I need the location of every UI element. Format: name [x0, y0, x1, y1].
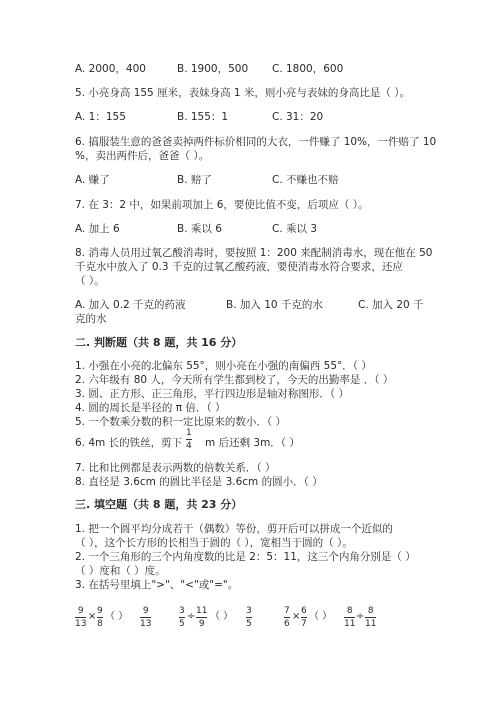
compare-c-fraction-1 [284, 606, 290, 629]
compare-b-fraction-3 [246, 606, 252, 629]
q8-line1: 8. 消毒人员用过氧乙酸消毒时，要按照 1：200 来配制消毒水，现在他在 50 [75, 247, 433, 259]
judge-item-2: 2. 六年级有 80 人，今天所有学生都到校了，今天的出勤率是 ．（ ） [75, 374, 394, 386]
compare-a-operator: × [88, 611, 97, 622]
q6-option-a: A. 赚了 [75, 174, 110, 186]
fraction-numerator: 3 [179, 606, 185, 616]
fraction-bar [97, 617, 103, 618]
compare-a-fraction-2 [97, 606, 103, 629]
fraction-numerator: 8 [367, 606, 374, 616]
fraction-denominator: 5 [179, 619, 185, 629]
fill-item-1-line1: 1. 把一个圆平均分成若干（偶数）等份，剪开后可以拼成一个近似的 [75, 523, 393, 535]
judge-item-4: 4. 圆的周长是半径的 π 倍．（ ） [75, 402, 226, 414]
fraction-numerator: 1 [186, 428, 192, 438]
judge-item-6-fraction [186, 428, 192, 451]
q5-option-b: B. 155：1 [177, 111, 229, 123]
q5-option-c: C. 31：20 [272, 111, 324, 123]
judge-item-5: 5. 一个数乘分数的积一定比原来的数小．（ ） [75, 416, 286, 428]
section-title-judgement: 二. 判断题（共 8 题，共 16 分） [75, 336, 243, 349]
compare-a-blank: （ ） [105, 611, 129, 622]
fraction-bar [179, 617, 185, 618]
fraction-denominator: 7 [301, 619, 307, 629]
fraction-bar [140, 617, 151, 618]
compare-a-fraction-1 [75, 606, 86, 629]
fraction-denominator: 11 [365, 619, 377, 629]
q6-option-b: B. 赔了 [177, 174, 212, 186]
q7-option-b: B. 乘以 6 [177, 223, 222, 235]
fraction-numerator: 6 [301, 606, 307, 616]
compare-b-operator: ÷ [187, 611, 196, 622]
fraction-bar [186, 439, 192, 440]
fraction-numerator: 9 [97, 606, 103, 616]
fraction-denominator: 13 [75, 619, 87, 629]
q4-option-a: A. 2000，400 [75, 63, 146, 75]
q7-option-a: A. 加上 6 [75, 223, 120, 235]
compare-c-fraction-3 [344, 606, 355, 629]
q7-option-c: C. 乘以 3 [272, 223, 318, 235]
compare-c-operator-2: ÷ [356, 611, 365, 622]
fraction-denominator: 4 [186, 441, 192, 451]
fraction-bar [301, 617, 307, 618]
fraction-numerator: 7 [284, 606, 290, 616]
fraction-numerator: 11 [196, 606, 208, 616]
q8-line3: （ ）。 [75, 275, 105, 287]
fraction-denominator: 8 [97, 619, 103, 629]
fraction-bar [75, 617, 86, 618]
compare-c-blank: （ ） [309, 611, 333, 622]
judge-item-1: 1. 小强在小亮的北偏东 55°，则小亮在小强的南偏西 55°．（ ） [75, 360, 372, 372]
judge-item-6-pre: 6. 4m 长的铁丝，剪下 [75, 437, 183, 449]
fraction-numerator: 9 [77, 606, 84, 616]
judge-item-3: 3. 圆、正方形、正三角形，平行四边形是轴对称图形．（ ） [75, 388, 349, 400]
compare-c-operator: × [292, 611, 301, 622]
q8-option-c: C. 加入 20 千 [358, 299, 424, 311]
judge-item-6-post: m 后还剩 3m．（ ） [205, 437, 300, 449]
section-title-fill-blank: 三. 填空题（共 8 题，共 23 分） [75, 498, 243, 511]
compare-c-fraction-2 [301, 606, 307, 629]
fraction-bar [196, 617, 207, 618]
fill-item-1-line2: （ ），这个长方形的长相当于圆的（ ），宽相当于圆的（ ）。 [75, 537, 353, 549]
fraction-bar [246, 617, 252, 618]
q4-option-c: C. 1800，600 [272, 63, 344, 75]
fraction-numerator: 9 [142, 606, 149, 616]
q6-line1: 6. 搞服装生意的爸爸卖掉两件标价相同的大衣，一件赚了 10%，一件赔了 10 [75, 136, 437, 148]
judge-item-7: 7. 比和比例都是表示两数的倍数关系．（ ） [75, 462, 276, 474]
q4-option-b: B. 1900，500 [177, 63, 249, 75]
compare-b-fraction-2 [196, 606, 207, 629]
compare-c-fraction-4 [365, 606, 376, 629]
compare-b-blank: （ ） [210, 611, 234, 622]
fraction-bar [284, 617, 290, 618]
fraction-denominator: 11 [344, 619, 356, 629]
fill-item-2-line1: 2. 一个三角形的三个内角度数的比是 2：5：11，这三个内角分别是（ ） [75, 551, 416, 563]
q5-text: 5. 小亮身高 155 厘米，表妹身高 1 米，则小亮与表妹的身高比是（ ）。 [75, 87, 411, 99]
q8-option-a: A. 加入 0.2 千克的药液 [75, 299, 186, 311]
q8-option-c-cont: 克的水 [75, 313, 107, 325]
fraction-bar [365, 617, 376, 618]
compare-a-fraction-3 [140, 606, 151, 629]
q8-line2: 千克水中放入了 0.3 千克的过氧乙酸药液，要使消毒水符合要求，还应 [75, 261, 403, 273]
fraction-numerator: 3 [246, 606, 252, 616]
compare-b-fraction-1 [179, 606, 185, 629]
judge-item-8: 8. 直径是 3.6cm 的圆比半径是 3.6cm 的圆小．（ ） [75, 476, 323, 488]
fraction-denominator: 6 [284, 619, 290, 629]
fill-item-3: 3. 在括号里填上">"、"<"或"="。 [75, 579, 239, 591]
fraction-numerator: 8 [346, 606, 353, 616]
fill-item-2-line2: （ ）度和（ ）度。 [75, 565, 166, 577]
fraction-denominator: 9 [198, 619, 205, 629]
fraction-denominator: 5 [246, 619, 252, 629]
q7-text: 7. 在 3：2 中，如果前项加上 6，要使比值不变，后项应（ ）。 [75, 199, 369, 211]
q8-option-b: B. 加入 10 千克的水 [226, 299, 323, 311]
q5-option-a: A. 1：155 [75, 111, 126, 123]
q6-line2: %，卖出两件后，爸爸（ ）。 [75, 150, 210, 162]
q6-option-c: C. 不赚也不赔 [272, 174, 339, 186]
fraction-bar [344, 617, 355, 618]
fraction-denominator: 13 [140, 619, 152, 629]
